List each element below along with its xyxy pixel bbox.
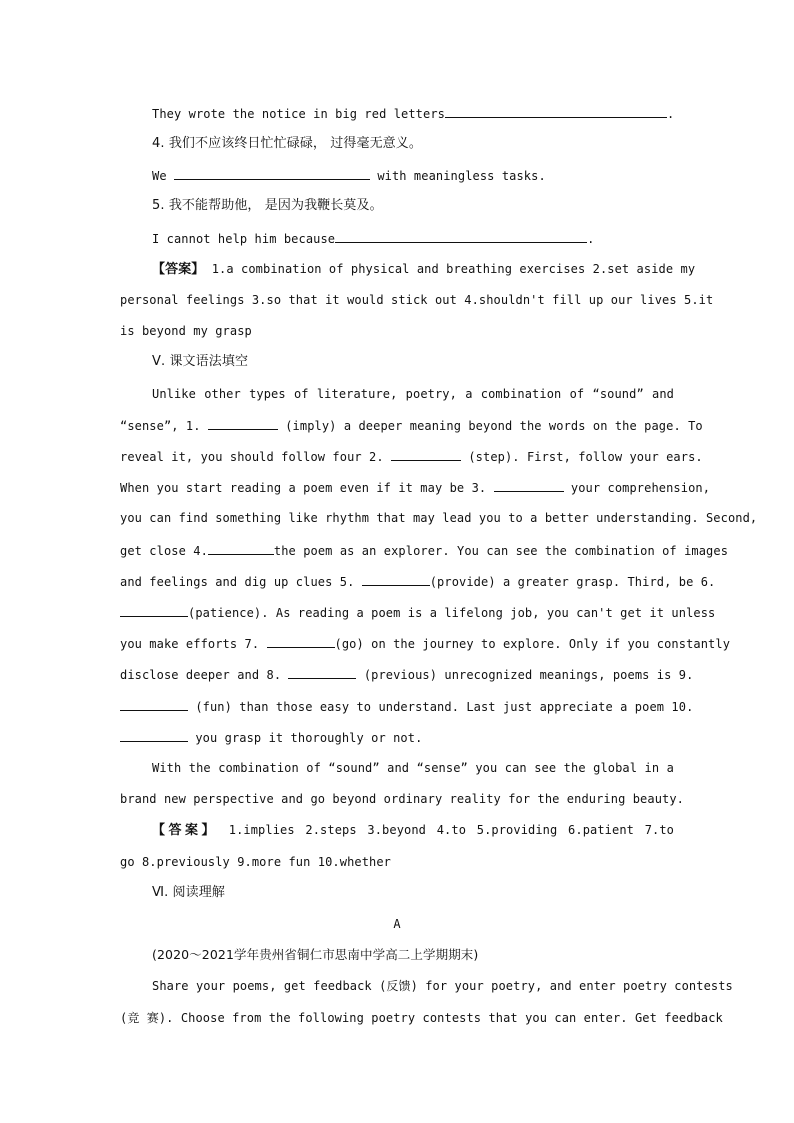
- answer-key-2-line-2: go 8.previously 9.more fun 10.whether: [120, 855, 392, 869]
- cloze-text: (provide) a greater grasp. Third, be 6.: [429, 575, 716, 589]
- cloze-text: (previous) unrecognized meanings, poems is 9.: [363, 668, 694, 682]
- answer-text: 1.implies 2.steps 3.beyond 4.to 5.providing 6.patient 7.to: [228, 823, 674, 837]
- cloze-line-7: [120, 572, 716, 591]
- passage-source: (2020～2021学年贵州省铜仁市思南中学高二上学期期末): [152, 947, 479, 962]
- answer-key-1-line-2: personal feelings 3.so that it would stick out 4.shouldn't fill up our lives 5.it: [120, 293, 714, 307]
- cloze-line-3: [120, 447, 703, 466]
- section-5-heading: Ⅴ. 课文语法填空: [152, 354, 249, 369]
- answer-text: 1.a combination of physical and breathing exercises 2.set aside my: [211, 262, 696, 276]
- answer-key-2-line-1: [152, 821, 674, 840]
- cloze-text: (step). First, follow your ears.: [468, 450, 703, 464]
- answer-blank[interactable]: [335, 229, 587, 243]
- answer-blank[interactable]: [445, 104, 667, 118]
- answer-tag: 【答案】: [152, 823, 219, 838]
- cloze-text: you grasp it thoroughly or not.: [195, 731, 423, 745]
- reading-line-2: (竞 赛). Choose from the following poetry contests that you can enter. Get feedback: [120, 1011, 723, 1025]
- cloze-line-10: [120, 665, 694, 684]
- question-4-chinese: 4. 我们不应该终日忙忙碌碌， 过得毫无意义。: [152, 136, 422, 151]
- period: .: [666, 107, 675, 121]
- sentence-end: with meaningless tasks.: [377, 169, 546, 183]
- translation-line-3: [152, 104, 674, 123]
- summary-line-2: brand new perspective and go beyond ordinary reality for the enduring beauty.: [120, 792, 684, 806]
- summary-line-1: With the combination of “sound” and “sense” you can see the global in a: [152, 761, 674, 775]
- cloze-line-12: [120, 728, 674, 747]
- cloze-text: When you start reading a poem even if it may be 3.: [120, 481, 487, 495]
- period: .: [587, 232, 595, 246]
- question-4-english: [152, 166, 674, 185]
- cloze-line-4: [120, 478, 711, 497]
- sentence-text: They wrote the notice in big red letters: [152, 107, 445, 121]
- answer-key-1-line-3: is beyond my grasp: [120, 324, 252, 338]
- cloze-text: and feelings and dig up clues 5.: [120, 575, 355, 589]
- blank-7[interactable]: [267, 634, 335, 648]
- cloze-line-11: [120, 697, 694, 716]
- question-5-chinese: 5. 我不能帮助他， 是因为我鞭长莫及。: [152, 198, 383, 213]
- cloze-line-2: [120, 416, 703, 435]
- sentence-start: I cannot help him because: [152, 232, 336, 246]
- blank-4[interactable]: [208, 541, 274, 555]
- blank-10[interactable]: [120, 728, 188, 742]
- blank-9[interactable]: [120, 697, 188, 711]
- answer-blank[interactable]: [174, 166, 370, 180]
- cloze-line-1: Unlike other types of literature, poetry, a combination of “sound” and: [152, 387, 674, 401]
- blank-5[interactable]: [362, 572, 430, 586]
- answer-tag: 【答案】: [152, 262, 205, 277]
- cloze-line-9: [120, 634, 731, 653]
- passage-label: A: [393, 917, 401, 931]
- question-5-english: [152, 229, 674, 248]
- cloze-line-8: [120, 603, 716, 622]
- blank-8[interactable]: [288, 665, 356, 679]
- blank-2[interactable]: [391, 447, 461, 461]
- answer-key-1-line-1: [152, 260, 696, 279]
- section-6-heading: Ⅵ. 阅读理解: [152, 885, 225, 900]
- cloze-line-5: you can find something like rhythm that may lead you to a better understanding. Second,: [120, 511, 758, 525]
- blank-6[interactable]: [120, 603, 188, 617]
- cloze-text: your comprehension,: [570, 481, 711, 495]
- blank-3[interactable]: [494, 478, 564, 492]
- blank-1[interactable]: [208, 416, 278, 430]
- cloze-text: get close 4.: [120, 544, 208, 558]
- reading-line-1: Share your poems, get feedback (反馈) for your poetry, and enter poetry contests: [152, 979, 733, 993]
- cloze-text: you make efforts 7.: [120, 637, 260, 651]
- cloze-line-6: [120, 541, 729, 560]
- cloze-text: reveal it, you should follow four 2.: [120, 450, 384, 464]
- cloze-text: (go) on the journey to explore. Only if you constantly: [334, 637, 731, 651]
- cloze-text: “sense”, 1.: [120, 419, 201, 433]
- sentence-start: We: [152, 169, 167, 183]
- cloze-text: disclose deeper and 8.: [120, 668, 282, 682]
- cloze-text: (imply) a deeper meaning beyond the words on the page. To: [285, 419, 703, 433]
- cloze-text: (fun) than those easy to understand. Last just appreciate a poem 10.: [195, 700, 694, 714]
- cloze-text: (patience). As reading a poem is a lifelong job, you can't get it unless: [188, 606, 716, 620]
- cloze-text: the poem as an explorer. You can see the combination of images: [273, 544, 729, 558]
